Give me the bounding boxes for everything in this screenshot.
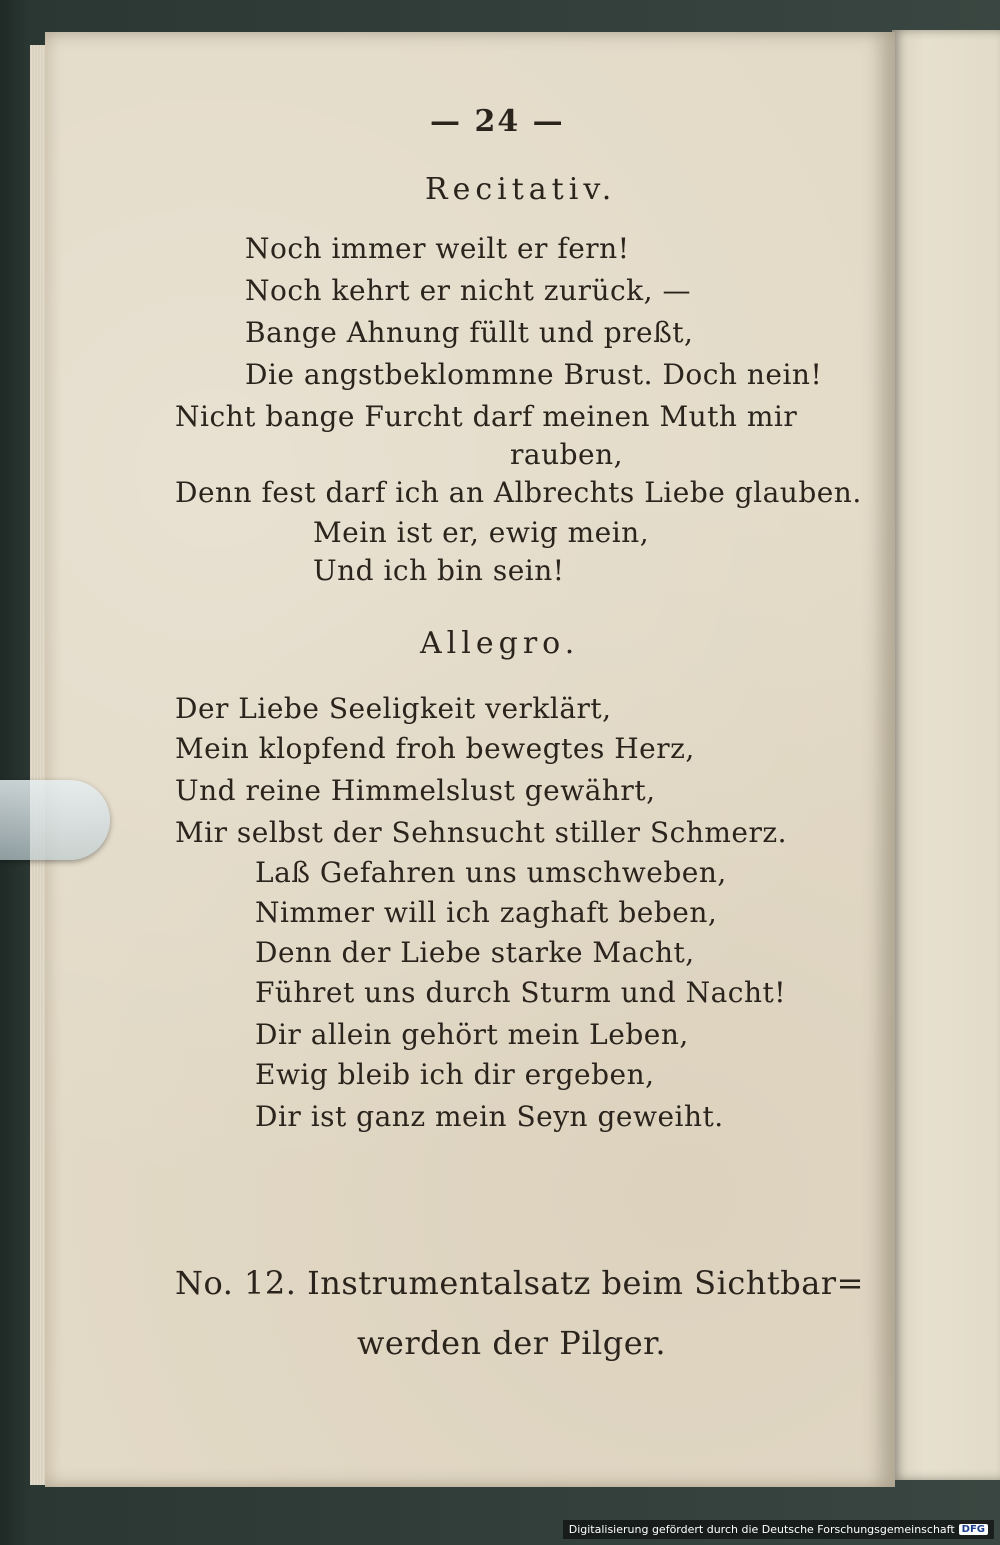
footer-text: Digitalisierung gefördert durch die Deutsche Forschungsgemeinschaft (568, 1523, 955, 1536)
verse-line: Führet uns durch Sturm und Nacht! (255, 976, 786, 1009)
verse-line: Ewig bleib ich dir ergeben, (255, 1058, 655, 1091)
verse-line: Laß Gefahren uns umschweben, (255, 856, 727, 889)
verse-line: Mein klopfend froh bewegtes Herz, (175, 732, 695, 765)
verse-line: Dir allein gehört mein Leben, (255, 1018, 689, 1051)
verse-line: Mein ist er, ewig mein, (313, 516, 650, 549)
section-heading-allegro: Allegro. (420, 626, 580, 661)
verse-line: Noch kehrt er nicht zurück, — (245, 274, 691, 307)
verse-line: Mir selbst der Sehnsucht stiller Schmerz. (175, 816, 788, 849)
verse-line: rauben, (510, 438, 624, 471)
verse-line: Bange Ahnung füllt und preßt, (245, 316, 694, 349)
verse-line: Noch immer weilt er fern! (245, 232, 630, 265)
verse-line: Dir ist ganz mein Seyn geweiht. (255, 1100, 724, 1133)
dfg-logo: DFG (959, 1524, 988, 1535)
section-heading-recitativ: Recitativ. (425, 172, 617, 207)
verse-line: Der Liebe Seeligkeit verklärt, (175, 692, 612, 725)
verse-line: Und ich bin sein! (313, 554, 565, 587)
book-page (45, 32, 895, 1487)
number-title-line-1: No. 12. Instrumentalsatz beim Sichtbar= (175, 1264, 864, 1302)
page-clip (0, 780, 110, 860)
verse-line: Denn fest darf ich an Albrechts Liebe glauben. (175, 476, 862, 509)
verse-line: Die angstbeklommne Brust. Doch nein! (245, 358, 823, 391)
verse-line: Nicht bange Furcht darf meinen Muth mir (175, 400, 798, 433)
verse-line: Nimmer will ich zaghaft beben, (255, 896, 718, 929)
footer-credit (563, 1520, 994, 1539)
verse-line: Und reine Himmelslust gewährt, (175, 774, 656, 807)
number-title-line-2: werden der Pilger. (357, 1324, 667, 1362)
page-number: — 24 — (430, 104, 565, 139)
facing-page-edge (892, 30, 1000, 1480)
verse-line: Denn der Liebe starke Macht, (255, 936, 695, 969)
